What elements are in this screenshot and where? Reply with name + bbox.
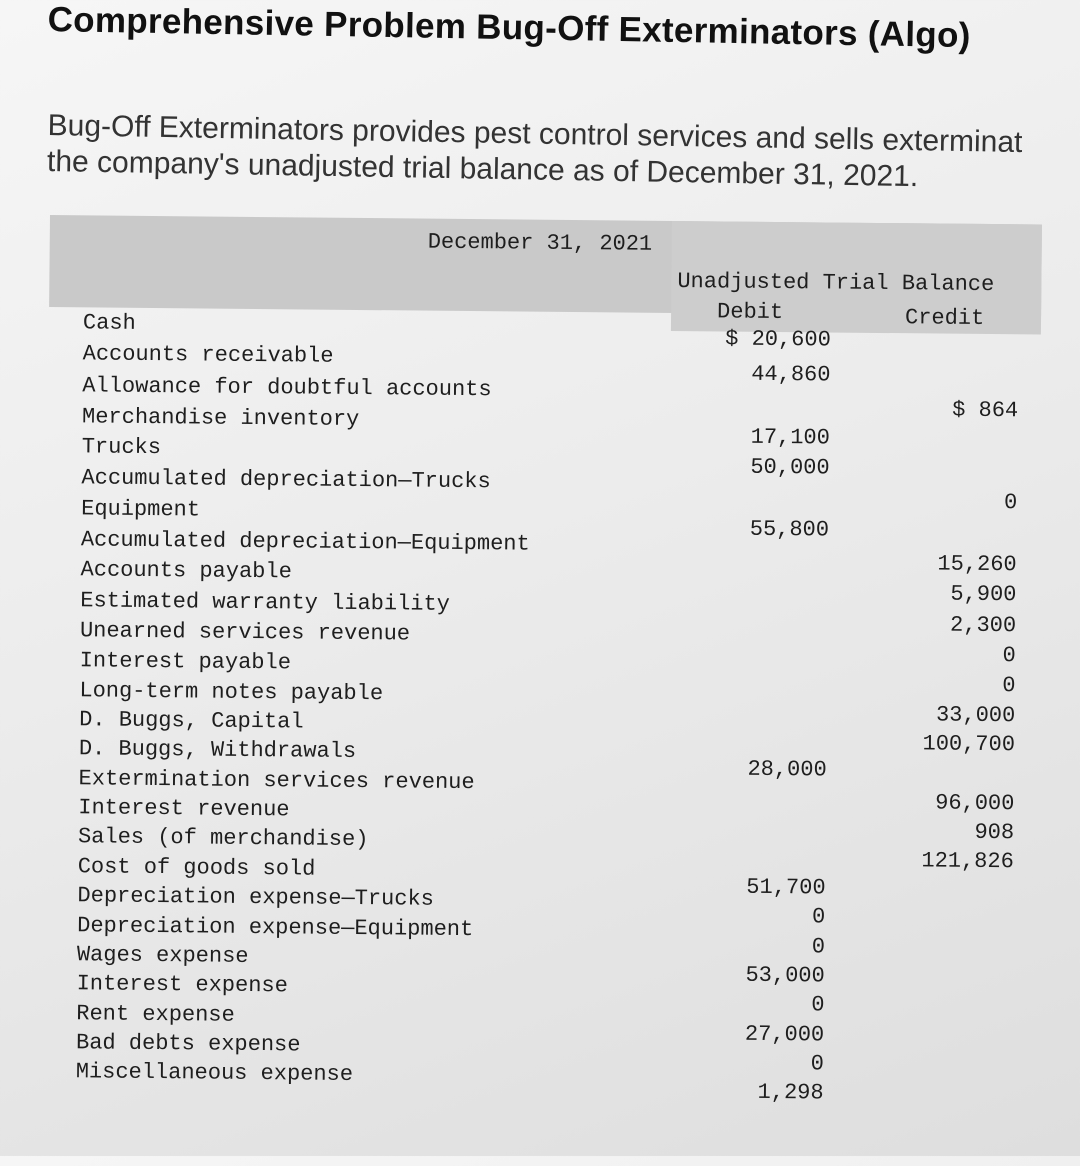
debit-amount: 17,100: [750, 424, 831, 451]
credit-amount: 121,826: [921, 848, 1014, 875]
page-title: Comprehensive Problem Bug-Off Exterminators (Algo): [47, 0, 972, 56]
debit-amount: 0: [811, 992, 825, 1018]
account-name: Wages expense: [76, 942, 249, 969]
account-name: Cash: [82, 310, 136, 336]
credit-amount: 0: [1002, 643, 1016, 669]
debit-amount: 0: [811, 904, 826, 930]
account-name: Estimated warranty liability: [80, 588, 451, 617]
account-name: Unearned services revenue: [79, 618, 411, 647]
account-name: Interest payable: [79, 648, 292, 676]
account-name: Rent expense: [76, 1001, 235, 1028]
unadjusted-trial-balance-header: Unadjusted Trial Balance: [677, 269, 995, 298]
credit-amount: 2,300: [949, 612, 1017, 639]
account-name: Trucks: [81, 434, 162, 461]
cut-off-row-fragment: [84, 1090, 164, 1097]
debit-amount: $ 20,600: [725, 326, 831, 353]
debit-amount: 53,000: [745, 962, 825, 989]
debit-amount: 1,298: [757, 1079, 824, 1106]
account-name: Accounts payable: [80, 557, 292, 585]
account-name: Accounts receivable: [82, 341, 334, 369]
credit-amount: 0: [1003, 490, 1018, 516]
account-name: Extermination services revenue: [78, 766, 475, 796]
debit-amount: 51,700: [746, 874, 826, 901]
debit-amount: 55,800: [749, 516, 830, 543]
debit-amount: 0: [811, 934, 826, 960]
account-name: Equipment: [81, 496, 201, 523]
debit-column-header: Debit: [716, 299, 784, 326]
debit-amount: 27,000: [744, 1021, 825, 1048]
account-name: Cost of goods sold: [77, 854, 316, 882]
credit-amount: 33,000: [935, 702, 1016, 729]
account-name: Sales (of merchandise): [77, 824, 369, 853]
account-name: Merchandise inventory: [81, 404, 360, 432]
credit-amount: 96,000: [935, 790, 1015, 817]
debit-amount: 50,000: [750, 454, 830, 481]
credit-amount: 0: [1002, 673, 1016, 699]
account-name: Depreciation expense—Trucks: [77, 883, 435, 912]
account-name: Miscellaneous expense: [75, 1059, 354, 1087]
credit-amount: $ 864: [952, 397, 1019, 424]
debit-amount: 28,000: [747, 756, 827, 783]
account-name: Depreciation expense—Equipment: [77, 913, 474, 943]
credit-amount: 100,700: [922, 731, 1016, 758]
account-name: Bad debts expense: [75, 1030, 301, 1058]
debit-amount: 44,860: [751, 361, 831, 388]
account-name: Interest expense: [76, 971, 288, 999]
account-name: Long-term notes payable: [79, 678, 384, 707]
account-name: Accumulated depreciation—Trucks: [81, 465, 491, 495]
date-header: December 31, 2021: [427, 229, 653, 257]
credit-column-header: Credit: [904, 305, 985, 331]
intro-line-1: Bug-Off Exterminators provides pest control services and sells exterminat: [47, 108, 1023, 160]
debit-amount: 0: [810, 1051, 825, 1077]
account-name: D. Buggs, Capital: [79, 707, 304, 735]
intro-line-2: the company's unadjusted trial balance as of December 31, 2021.: [46, 144, 919, 194]
account-name: D. Buggs, Withdrawals: [78, 736, 357, 764]
credit-amount: 5,900: [950, 581, 1017, 608]
account-name: Interest revenue: [78, 795, 290, 823]
account-name: Accumulated depreciation—Equipment: [80, 527, 530, 557]
account-name: Allowance for doubtful accounts: [82, 373, 492, 403]
credit-amount: 908: [974, 819, 1015, 846]
credit-amount: 15,260: [937, 551, 1017, 578]
